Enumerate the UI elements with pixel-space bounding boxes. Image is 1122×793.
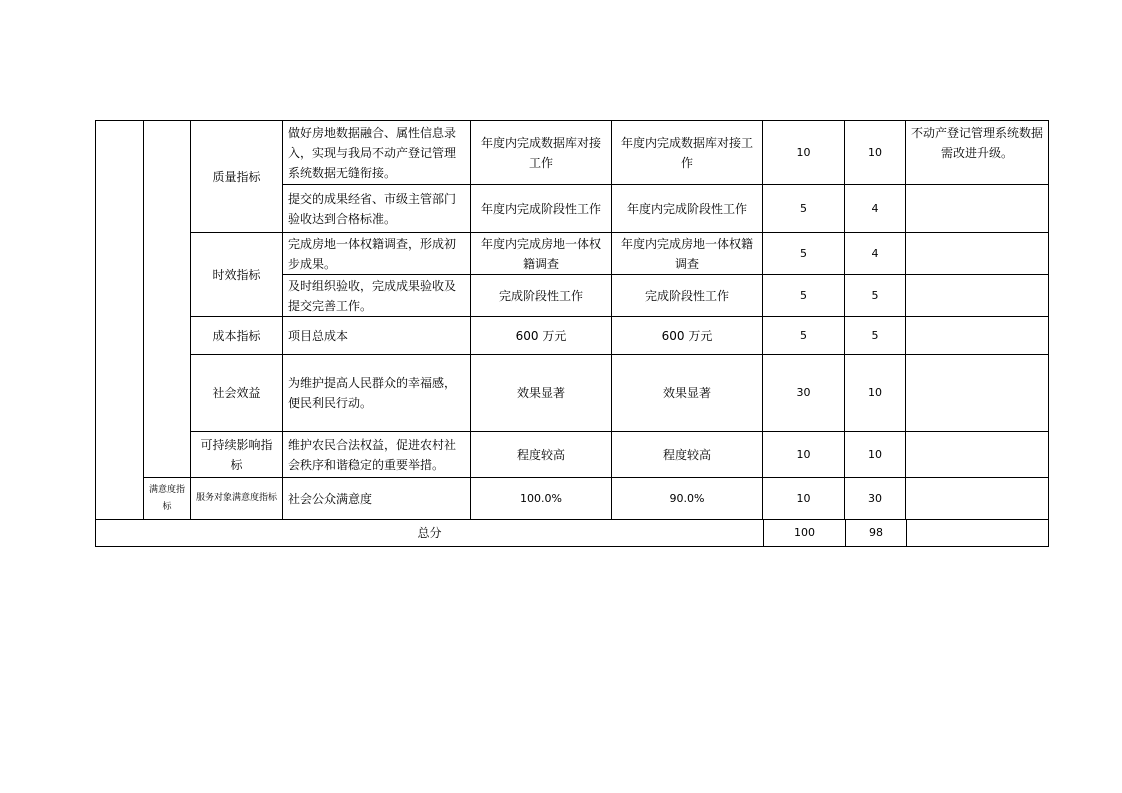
actual-completion: 年度内完成阶段性工作 [612, 185, 763, 233]
total-score: 98 [846, 520, 907, 547]
table-row [96, 233, 1049, 275]
indicator-content: 提交的成果经省、市级主管部门验收达到合格标准。 [283, 185, 471, 233]
table-row [96, 355, 1049, 432]
total-row [96, 520, 1049, 547]
remark [906, 233, 1049, 275]
annual-target: 年度内完成房地一体权籍调查 [471, 233, 612, 275]
table-row [96, 478, 1049, 520]
total-label: 总分 [96, 520, 764, 547]
annual-target: 年度内完成数据库对接工作 [471, 121, 612, 185]
total-table [95, 519, 1049, 547]
score-value: 10 [845, 121, 906, 185]
indicator-content: 维护农民合法权益，促进农村社会秩序和谐稳定的重要举措。 [283, 432, 471, 478]
third-level-indicator: 质量指标 [191, 121, 283, 233]
indicator-content: 及时组织验收，完成成果验收及提交完善工作。 [283, 275, 471, 317]
third-level-indicator: 服务对象满意度指标 [191, 478, 283, 520]
annual-target: 100.0% [471, 478, 612, 520]
indicator-content: 项目总成本 [283, 317, 471, 355]
actual-completion: 90.0% [612, 478, 763, 520]
third-level-indicator: 社会效益 [191, 355, 283, 432]
annual-target: 效果显著 [471, 355, 612, 432]
actual-completion: 完成阶段性工作 [612, 275, 763, 317]
score-value: 5 [845, 275, 906, 317]
remark [906, 432, 1049, 478]
weight-value: 10 [763, 478, 845, 520]
remark [906, 185, 1049, 233]
weight-value: 5 [763, 185, 845, 233]
remark [906, 478, 1049, 520]
actual-completion: 年度内完成房地一体权籍调查 [612, 233, 763, 275]
score-value: 4 [845, 233, 906, 275]
actual-completion: 年度内完成数据库对接工作 [612, 121, 763, 185]
indicator-content: 完成房地一体权籍调查，形成初步成果。 [283, 233, 471, 275]
first-level-indicator-cell [96, 121, 144, 520]
score-value: 30 [845, 478, 906, 520]
annual-target: 程度较高 [471, 432, 612, 478]
performance-evaluation-table [95, 120, 1049, 520]
third-level-indicator: 成本指标 [191, 317, 283, 355]
total-remark [907, 520, 1049, 547]
weight-value: 5 [763, 317, 845, 355]
actual-completion: 效果显著 [612, 355, 763, 432]
weight-value: 5 [763, 233, 845, 275]
third-level-indicator: 可持续影响指标 [191, 432, 283, 478]
annual-target: 600 万元 [471, 317, 612, 355]
score-value: 4 [845, 185, 906, 233]
actual-completion: 程度较高 [612, 432, 763, 478]
remark [906, 317, 1049, 355]
second-level-indicator: 满意度指标 [144, 478, 191, 520]
table-row [96, 121, 1049, 185]
remark [906, 355, 1049, 432]
table-row [96, 432, 1049, 478]
remark [906, 275, 1049, 317]
third-level-indicator: 时效指标 [191, 233, 283, 317]
annual-target: 完成阶段性工作 [471, 275, 612, 317]
table-row [96, 317, 1049, 355]
remark: 不动产登记管理系统数据需改进升级。 [906, 121, 1049, 185]
score-value: 5 [845, 317, 906, 355]
total-weight: 100 [764, 520, 846, 547]
indicator-content: 为维护提高人民群众的幸福感，便民利民行动。 [283, 355, 471, 432]
second-level-indicator-cell [144, 121, 191, 478]
indicator-content: 社会公众满意度 [283, 478, 471, 520]
weight-value: 10 [763, 121, 845, 185]
weight-value: 30 [763, 355, 845, 432]
indicator-content: 做好房地数据融合、属性信息录入，实现与我局不动产登记管理系统数据无缝衔接。 [283, 121, 471, 185]
annual-target: 年度内完成阶段性工作 [471, 185, 612, 233]
actual-completion: 600 万元 [612, 317, 763, 355]
score-value: 10 [845, 432, 906, 478]
weight-value: 5 [763, 275, 845, 317]
score-value: 10 [845, 355, 906, 432]
weight-value: 10 [763, 432, 845, 478]
